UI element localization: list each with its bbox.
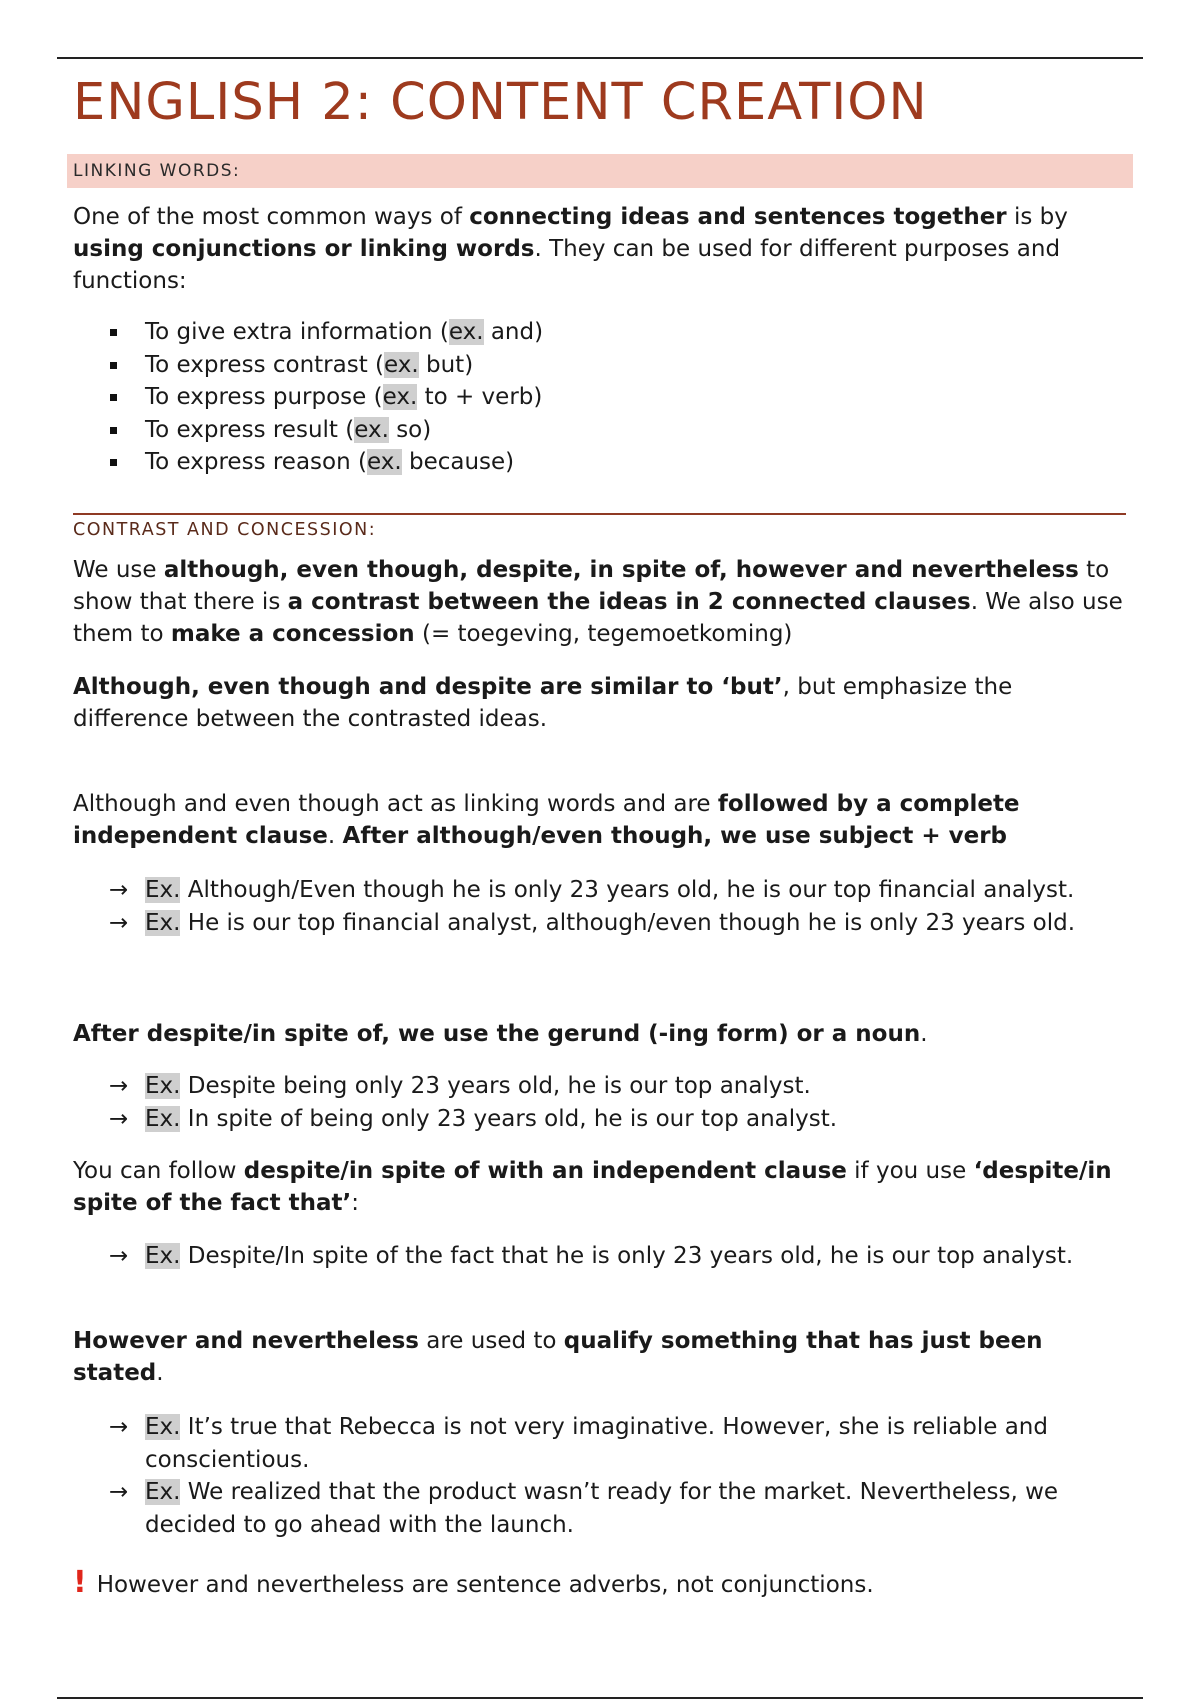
example-item: [73, 1411, 1113, 1476]
list-item: [73, 446, 543, 479]
example-text: Despite/In spite of the fact that he is only 23 years old, he is our top analyst.: [180, 1243, 1074, 1269]
example-list-despite: [73, 1070, 1133, 1135]
text: Although and even though act as linking words and are: [73, 791, 718, 817]
text: One of the most common ways of: [73, 204, 470, 230]
example-list-fact-that: [73, 1240, 1133, 1273]
example-text: In spite of being only 23 years old, he is our top analyst.: [180, 1105, 838, 1132]
text: and): [483, 319, 544, 345]
bold-text: connecting ideas and sentences together: [469, 204, 1007, 230]
example-text: It’s true that Rebecca is not very imaginative. However, she is reliable and conscientious.: [145, 1414, 1048, 1473]
warning-note: [73, 1567, 874, 1601]
bold-text: ‘despite/in spite of the fact that’: [73, 1158, 1112, 1216]
bold-text: make a concession: [170, 621, 415, 647]
bold-text: However and nevertheless: [73, 1328, 419, 1354]
text: .: [156, 1360, 164, 1386]
text: To express contrast (: [145, 351, 385, 378]
ex-highlight: Ex.: [145, 1073, 181, 1099]
bullet-square-icon: [110, 459, 117, 466]
example-item: [73, 1103, 1133, 1136]
however-paragraph: [73, 1325, 1133, 1389]
bold-text: After although/even though, we use subject + verb: [342, 823, 1008, 849]
bullet-square-icon: [110, 329, 117, 336]
ex-highlight: Ex.: [145, 1105, 181, 1132]
arrow-right-icon: →: [109, 909, 129, 936]
ex-highlight: Ex.: [145, 1243, 181, 1269]
text: (= toegeving, tegemoetkoming): [414, 621, 793, 647]
ex-highlight: ex.: [382, 384, 418, 410]
section-divider: [73, 513, 1126, 515]
list-item: [73, 381, 543, 414]
ex-highlight: ex.: [448, 319, 484, 345]
top-rule: [57, 57, 1143, 59]
arrow-right-icon: →: [109, 1414, 129, 1440]
example-item: [73, 907, 1133, 940]
ex-highlight: Ex.: [145, 877, 181, 903]
bullet-square-icon: [110, 362, 117, 369]
similar-to-but-paragraph: [73, 671, 1133, 735]
text: , but emphasize the difference between the contrasted ideas.: [73, 674, 1013, 732]
example-text: We realized that the product wasn’t ready for the market. Nevertheless, we decided to go ahead with the launch.: [145, 1479, 1059, 1538]
exclamation-icon: !: [73, 1565, 87, 1600]
page-title: ENGLISH 2: CONTENT CREATION: [73, 73, 928, 132]
arrow-right-icon: →: [109, 1243, 129, 1269]
text: We use: [73, 557, 164, 583]
intro-paragraph: [73, 201, 1133, 297]
text: so): [388, 416, 432, 443]
example-item: [73, 1070, 1133, 1103]
example-item: [73, 1476, 1113, 1541]
ex-highlight: Ex.: [145, 909, 181, 936]
note-text: However and nevertheless are sentence adverbs, not conjunctions.: [96, 1572, 874, 1598]
arrow-right-icon: →: [109, 1105, 129, 1132]
example-text: Despite being only 23 years old, he is our top analyst.: [180, 1073, 811, 1099]
bold-text: a contrast between the ideas in 2 connected clauses: [287, 589, 971, 615]
list-item: [73, 349, 543, 382]
text: .: [327, 823, 343, 849]
example-list-however: [73, 1411, 1113, 1541]
bottom-rule: [57, 1697, 1143, 1699]
example-text: Although/Even though he is only 23 years old, he is our top financial analyst.: [180, 877, 1075, 903]
ex-highlight: ex.: [354, 416, 389, 443]
section-heading-linking-words: LINKING WORDS:: [73, 161, 241, 181]
text: are used to: [418, 1328, 564, 1354]
ex-highlight: Ex.: [145, 1414, 181, 1440]
bullet-square-icon: [110, 394, 117, 401]
text: is by: [1006, 204, 1068, 230]
arrow-right-icon: →: [109, 877, 129, 903]
text: . We also use them to: [73, 589, 1123, 647]
example-item: [73, 1240, 1133, 1273]
list-item: [73, 316, 543, 349]
bold-text: despite/in spite of with an independent clause: [243, 1158, 847, 1184]
bullet-square-icon: [110, 427, 117, 434]
text: :: [351, 1190, 359, 1216]
example-item: [73, 874, 1133, 907]
text: because): [401, 449, 515, 475]
text: but): [418, 351, 474, 378]
example-text: He is our top financial analyst, although/even though he is only 23 years old.: [180, 909, 1076, 936]
ex-highlight: ex.: [384, 351, 419, 378]
bold-text: although, even though, despite, in spite of, however and nevertheless: [163, 557, 1079, 583]
bold-text: qualify something that has just been stated: [73, 1328, 1043, 1386]
text: To give extra information (: [145, 319, 449, 345]
ex-highlight: Ex.: [145, 1479, 181, 1505]
text: if you use: [846, 1158, 974, 1184]
list-item: [73, 414, 543, 447]
bold-text: Although, even though and despite are similar to ‘but’: [73, 674, 783, 700]
text: . They can be used for different purposes and functions:: [73, 236, 1061, 294]
text: To express reason (: [145, 449, 367, 475]
bold-text: followed by a complete independent clause: [73, 791, 1020, 849]
text: .: [920, 1021, 928, 1047]
bold-text: After despite/in spite of, we use the gerund (-ing form) or a noun: [73, 1021, 921, 1047]
text: You can follow: [73, 1158, 244, 1184]
text: to show that there is: [73, 557, 1110, 615]
arrow-right-icon: →: [109, 1073, 129, 1099]
example-list-although: [73, 874, 1133, 939]
text: to + verb): [417, 384, 543, 410]
purpose-bullet-list: [73, 316, 543, 479]
text: To express purpose (: [145, 384, 383, 410]
text: To express result (: [145, 416, 355, 443]
ex-highlight: ex.: [366, 449, 402, 475]
despite-paragraph: [73, 1018, 1133, 1050]
bold-text: using conjunctions or linking words: [73, 236, 535, 262]
contrast-paragraph: [73, 554, 1133, 650]
arrow-right-icon: →: [109, 1479, 129, 1505]
fact-that-paragraph: [73, 1155, 1133, 1219]
although-paragraph: [73, 788, 1133, 852]
section-heading-contrast: CONTRAST AND CONCESSION:: [73, 520, 377, 540]
